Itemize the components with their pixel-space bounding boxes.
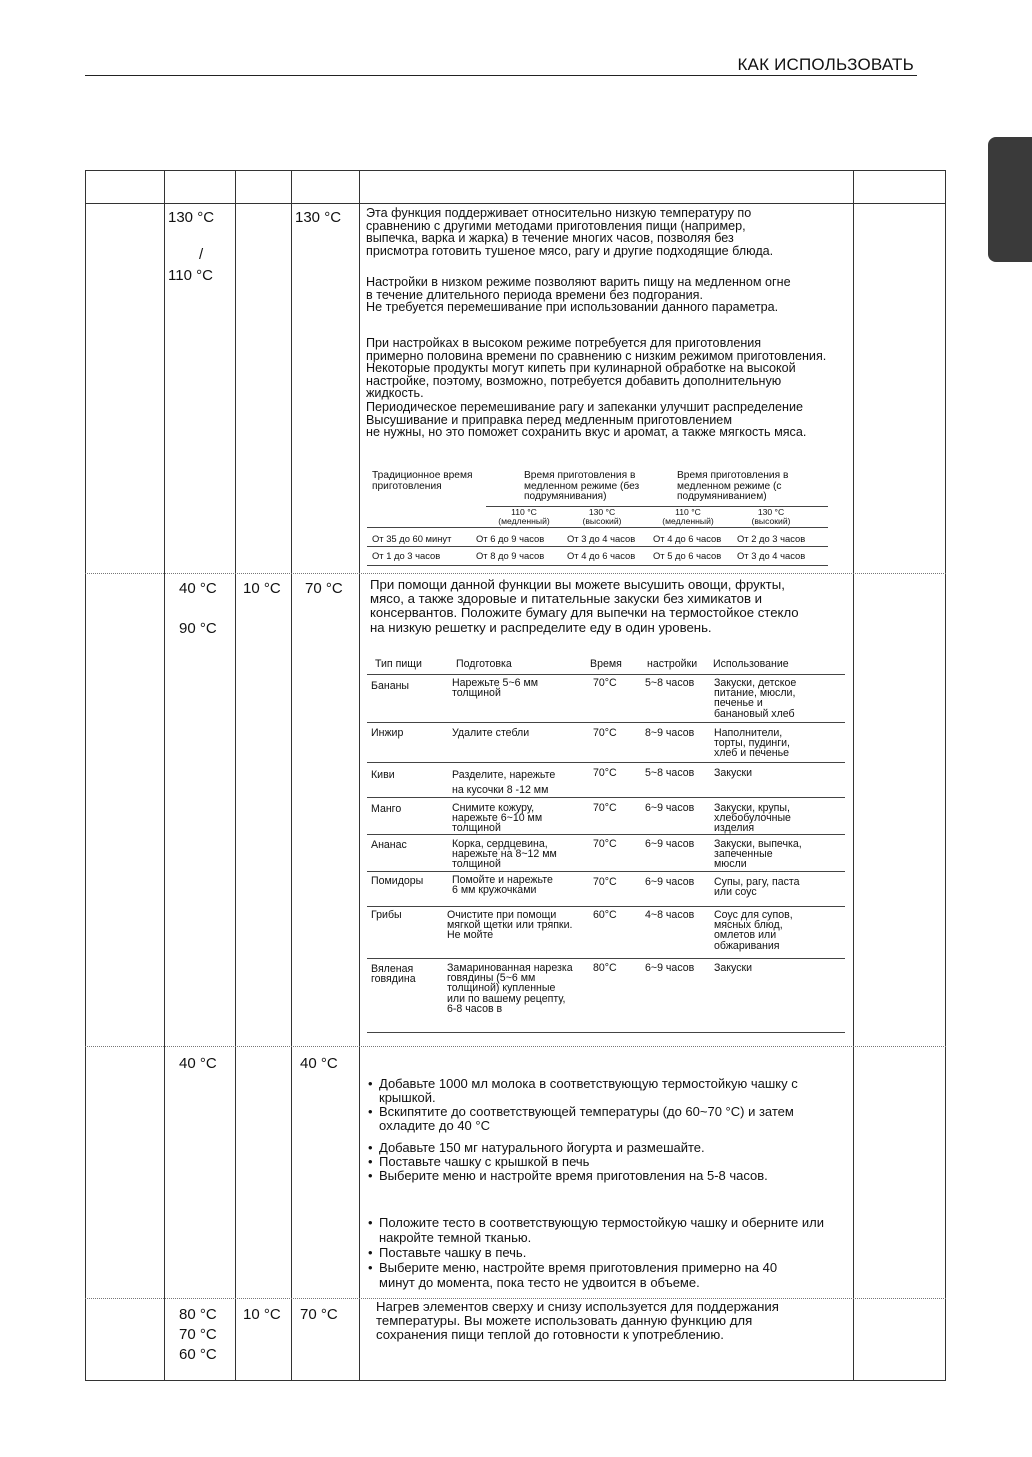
table-cell: От 4 до 6 часов — [653, 533, 722, 544]
col-divider — [359, 170, 360, 1381]
col-divider — [853, 170, 854, 1381]
table-cell: 6~9 часов — [645, 802, 695, 814]
table-cell: Помидоры — [371, 875, 424, 887]
table-rule — [367, 674, 845, 675]
table-cell: Киви — [371, 769, 395, 781]
table-cell: Закуски — [714, 767, 753, 779]
slow-cook-low-temp: 110 °C — [168, 267, 213, 284]
warm-default-temp: 70 °C — [300, 1306, 338, 1323]
slow-cook-high-temp: 130 °C — [168, 209, 215, 226]
table-cell: Нарежьте 5~6 мм толщиной — [452, 677, 539, 700]
temp-separator: / — [199, 246, 204, 263]
table-cell: 5~8 часов — [645, 677, 695, 689]
table-cell: От 3 до 4 часов — [737, 550, 806, 561]
slow-cook-paragraph-4: Периодическое перемешивание рагу и запеканки улучшит распределение Высушивание и приправка перед медленным приготовлением не нужны, но это поможет сохранить вкус и аромат, а также мягкость мяса. — [366, 400, 807, 440]
table-cell: 70°C — [593, 876, 617, 888]
dehydrate-intro: При помощи данной функции вы можете высушить овощи, фрукты, мясо, а также здоровые и питательные закуски без химикатов и консервантов. Положите бумагу для выпечки на термостойкое стекло на низкую решетку и распределите еду в один уровень. — [370, 577, 799, 635]
proof-min-temp: 40 °C — [179, 1055, 217, 1072]
table-rule — [367, 762, 845, 763]
slow-cook-paragraph-1: Эта функция поддерживает относительно низкую температуру по сравнению с другими методами приготовления пищи (например, выпечка, варка и жарка) в течение многих часов, позволяя без присмотра готовить тушеное мясо, рагу и другие подходящие блюда. — [366, 206, 774, 258]
table-cell: 70°C — [593, 727, 617, 739]
table-rule — [367, 797, 845, 798]
table-cell: 60°C — [593, 909, 617, 921]
table-subheader: 110 °C (медленный) — [662, 507, 714, 526]
table-rule — [367, 1032, 845, 1033]
row-divider — [85, 573, 946, 574]
table-cell: Замаринованная нарезка говядины (5~6 мм толщиной) купленные или по вашему рецепту, 6-8 часов в — [447, 962, 573, 1015]
table-rule — [367, 546, 828, 547]
table-cell: Ананас — [371, 839, 407, 851]
table-cell: 6~9 часов — [645, 876, 695, 888]
table-cell: Закуски — [714, 962, 753, 974]
page-header-title: КАК ИСПОЛЬЗОВАТЬ — [737, 55, 914, 74]
table-cell: От 8 до 9 часов — [476, 550, 545, 561]
table-rule — [367, 958, 845, 959]
list-item: • Поставьте чашку в печь. — [368, 1245, 824, 1260]
table-cell: Грибы — [371, 909, 402, 921]
table-cell: Инжир — [371, 727, 404, 739]
table-cell: От 5 до 6 часов — [653, 550, 722, 561]
table-rule — [367, 722, 845, 723]
table-rule — [367, 565, 828, 566]
col-divider — [291, 170, 292, 1381]
table-header: Традиционное время приготовления — [372, 470, 473, 492]
table-header: Время приготовления в медленном режиме (без подрумянивания) — [524, 470, 640, 502]
table-cell: Корка, сердцевина, нарежьте на 8~12 мм толщиной — [452, 838, 557, 871]
table-cell: От 6 до 9 часов — [476, 533, 545, 544]
table-header: Время приготовления в медленном режиме (с подрумяниванием) — [677, 470, 789, 502]
table-rule — [367, 906, 845, 907]
table-cell: 4~8 часов — [645, 909, 695, 921]
header-rule — [85, 75, 917, 76]
row-divider — [85, 1046, 946, 1047]
list-item: • Положите тесто в соответствующую термостойкую чашку и оберните или накройте темной тканью. — [368, 1215, 824, 1245]
table-cell: 70°C — [593, 767, 617, 779]
list-item: • Поставьте чашку с крышкой в печь — [368, 1155, 798, 1169]
table-cell: Очистите при помощи мягкой щетки или тряпки. Не мойте — [447, 909, 573, 942]
warm-description: Нагрев элементов сверху и снизу используется для поддержания температуры. Вы можете использовать данную функцию для сохранения пищи теплой до готовности к употреблению. — [376, 1299, 779, 1343]
warm-temp-option: 70 °C — [179, 1326, 217, 1343]
table-subheader: 110 °C (медленный) — [498, 507, 550, 526]
warm-step-temp: 10 °C — [243, 1306, 281, 1323]
header-row-divider — [85, 203, 946, 204]
yogurt-instructions — [368, 1077, 798, 1183]
table-cell: Закуски, детское питание, мюсли, печенье и банановый хлеб — [714, 677, 797, 720]
table-cell: Удалите стебли — [452, 727, 530, 739]
table-cell: Бананы — [371, 680, 410, 692]
dehydrate-max-temp: 90 °C — [179, 620, 217, 637]
list-item: • Добавьте 150 мг натурального йогурта и размешайте. — [368, 1141, 798, 1155]
col-divider — [235, 170, 236, 1381]
table-cell: 6~9 часов — [645, 838, 695, 850]
table-cell: Разделите, нарежьте на кусочки 8 -12 мм — [452, 769, 556, 796]
slow-cook-paragraph-2: Настройки в низком режиме позволяют варить пищу на медленном огне в течение длительного периода времени без подгорания. Не требуется перемешивание при использовании данного параметра. — [366, 275, 791, 315]
table-header: Время — [590, 658, 622, 670]
table-cell: От 4 до 6 часов — [567, 550, 636, 561]
table-cell: Супы, рагу, паста или соус — [714, 876, 800, 899]
table-cell: 8~9 часов — [645, 727, 695, 739]
table-rule — [367, 871, 845, 872]
table-cell: От 2 до 3 часов — [737, 533, 806, 544]
dough-instructions — [368, 1215, 824, 1290]
dehydrate-step-temp: 10 °C — [243, 580, 281, 597]
dehydrate-default-temp: 70 °C — [305, 580, 343, 597]
list-item: • Выберите меню и настройте время приготовления на 5-8 часов. — [368, 1169, 798, 1183]
table-cell: От 35 до 60 минут — [372, 533, 452, 544]
table-cell: 70°C — [593, 802, 617, 814]
table-cell: Соус для супов, мясных блюд, омлетов или обжаривания — [714, 909, 793, 952]
table-header: Использование — [713, 658, 789, 670]
warm-temp-option: 60 °C — [179, 1346, 217, 1363]
warm-temp-option: 80 °C — [179, 1306, 217, 1323]
table-cell: 6~9 часов — [645, 962, 695, 974]
table-cell: Вяленая говядина — [371, 963, 416, 986]
table-rule — [367, 527, 828, 528]
table-header: настройки — [647, 658, 698, 670]
list-item: • Вскипятите до соответствующей температуры (до 60~70 °C) и затем охладите до 40 °C — [368, 1105, 798, 1133]
table-cell: 70°C — [593, 677, 617, 689]
table-header: Тип пищи — [375, 658, 422, 670]
col-divider — [164, 170, 165, 1381]
table-subheader: 130 °C (высокий) — [582, 507, 622, 526]
table-cell: Манго — [371, 803, 402, 815]
table-header: Подготовка — [456, 658, 512, 670]
list-item: • Добавьте 1000 мл молока в соответствующую термостойкую чашку с крышкой. — [368, 1077, 798, 1105]
table-cell: Наполнители, торты, пудинги, хлеб и печенье — [714, 727, 790, 760]
table-rule — [367, 834, 845, 835]
slow-cook-default-temp: 130 °C — [295, 209, 342, 226]
table-cell: От 1 до 3 часов — [372, 550, 441, 561]
table-cell: 70°C — [593, 838, 617, 850]
table-cell: Помойте и нарежьте 6 мм кружочками — [452, 874, 553, 897]
table-cell: Закуски, крупы, хлебобулочные изделия — [714, 802, 791, 835]
table-cell: Снимите кожуру, нарежьте 6~10 мм толщиной — [452, 802, 543, 835]
table-cell: 80°C — [593, 962, 617, 974]
table-cell: От 3 до 4 часов — [567, 533, 636, 544]
list-item: • Выберите меню, настройте время приготовления примерно на 40 минут до момента, пока тесто не удвоится в объеме. — [368, 1260, 824, 1290]
table-cell: 5~8 часов — [645, 767, 695, 779]
proof-default-temp: 40 °C — [300, 1055, 338, 1072]
section-tab-marker — [988, 137, 1032, 262]
table-subheader: 130 °C (высокий) — [751, 507, 791, 526]
dehydrate-min-temp: 40 °C — [179, 580, 217, 597]
slow-cook-paragraph-3: При настройках в высоком режиме потребуется для приготовления примерно половина времени по сравнению с низким режимом приготовления. Некоторые продукты могут кипеть при кулинарной обработке на высокой настройке, поэтому, возможно, потребуется добавить дополнительную жидкость. — [366, 336, 827, 401]
table-cell: Закуски, выпечка, запеченные мюсли — [714, 838, 802, 871]
